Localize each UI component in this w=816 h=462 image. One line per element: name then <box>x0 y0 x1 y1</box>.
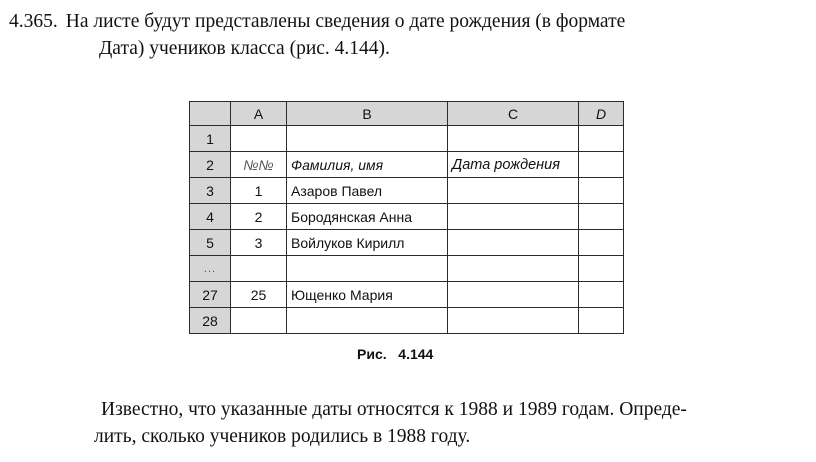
row-header: 2 <box>190 152 231 178</box>
cell-b <box>287 308 448 334</box>
cell-b: Бородянская Анна <box>287 204 448 230</box>
cell-a: 25 <box>231 282 287 308</box>
cell-a: 3 <box>231 230 287 256</box>
task-statement <box>94 396 801 450</box>
cell-c <box>448 230 579 256</box>
cell-a: 2 <box>231 204 287 230</box>
row-header: 5 <box>190 230 231 256</box>
row-header: 3 <box>190 178 231 204</box>
cell-b: Ющенко Мария <box>287 282 448 308</box>
cell-d <box>579 256 624 282</box>
row-header-ellipsis: ... <box>190 256 231 282</box>
cell-c <box>448 126 579 152</box>
cell-c <box>448 178 579 204</box>
problem-text-line1: На листе будут представлены сведения о дате рождения (в формате <box>65 11 626 32</box>
table-row <box>190 308 624 334</box>
column-header-b: B <box>287 102 448 126</box>
row-header: 1 <box>190 126 231 152</box>
cell-c <box>448 282 579 308</box>
spreadsheet-figure <box>189 101 624 334</box>
cell-c <box>448 256 579 282</box>
cell-a <box>231 126 287 152</box>
cell-d <box>579 178 624 204</box>
cell-d <box>579 126 624 152</box>
task-text-line2: лить, сколько учеников родились в 1988 году. <box>94 426 471 447</box>
cell-a: №№ <box>231 152 287 178</box>
column-header-d: D <box>579 102 624 126</box>
cell-c: Дата рождения <box>448 152 579 178</box>
cell-d <box>579 282 624 308</box>
table-row <box>190 282 624 308</box>
cell-d <box>579 204 624 230</box>
corner-cell <box>190 102 231 126</box>
cell-a <box>231 256 287 282</box>
table-row <box>190 204 624 230</box>
cell-b: Азаров Павел <box>287 178 448 204</box>
table-row <box>190 152 624 178</box>
problem-text-line2: Дата) учеников класса (рис. 4.144). <box>99 38 390 59</box>
column-header-row <box>190 102 624 126</box>
cell-d <box>579 230 624 256</box>
problem-statement <box>9 8 809 62</box>
column-header-c: C <box>448 102 579 126</box>
task-text-line1: Известно, что указанные даты относятся к 1988 и 1989 годам. Опреде- <box>101 399 687 420</box>
cell-c <box>448 204 579 230</box>
row-header: 4 <box>190 204 231 230</box>
column-header-a: A <box>231 102 287 126</box>
cell-d <box>579 308 624 334</box>
table-row <box>190 126 624 152</box>
cell-a <box>231 308 287 334</box>
row-header: 27 <box>190 282 231 308</box>
problem-number: 4.365. <box>9 11 58 32</box>
cell-b: Фамилия, имя <box>287 152 448 178</box>
cell-c <box>448 308 579 334</box>
table-row <box>190 178 624 204</box>
figure-caption: Рис. 4.144 <box>357 346 434 362</box>
cell-a: 1 <box>231 178 287 204</box>
cell-b <box>287 256 448 282</box>
table-row <box>190 256 624 282</box>
row-header: 28 <box>190 308 231 334</box>
cell-b <box>287 126 448 152</box>
cell-d <box>579 152 624 178</box>
cell-b: Войлуков Кирилл <box>287 230 448 256</box>
table-row <box>190 230 624 256</box>
